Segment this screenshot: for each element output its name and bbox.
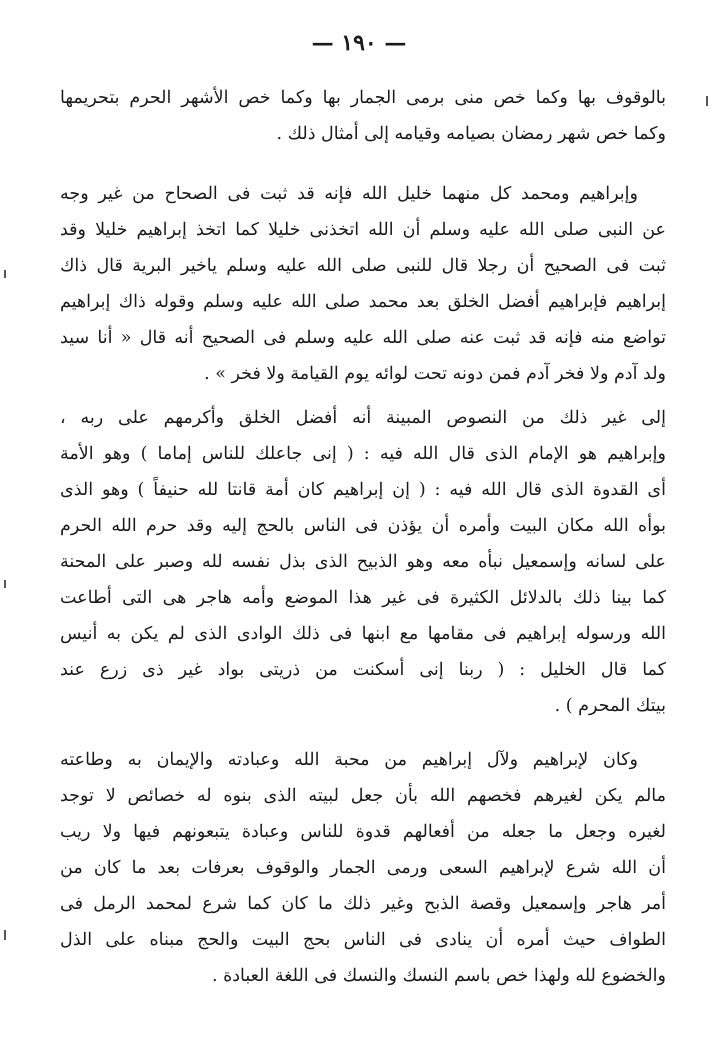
text-line: الطواف حيث أمره أن ينادى فى الناس بحج البيت والحج مبناه على الذل bbox=[60, 930, 666, 950]
text-line: بالوقوف بها وكما خص منى برمى الجمار بها وكما خص الأشهر الحرم بتحريمها bbox=[60, 88, 666, 108]
scan-mark bbox=[4, 930, 6, 940]
text-line: كما قال الخليل : ( ربنا إنى أسكنت من ذريتى بواد غير ذى زرع عند bbox=[60, 660, 666, 680]
text-line: أن الله شرع لإبراهيم السعى ورمى الجمار والوقوف بعرفات بعد ما كان من bbox=[60, 858, 666, 878]
scan-mark bbox=[4, 270, 6, 278]
text-line: وإبراهيم ومحمد كل منهما خليل الله فإنه قد ثبت فى الصحاح من غير وجه bbox=[60, 184, 638, 204]
text-line: على لسانه وإسمعيل نبأه معه وهو الذبيح الذى بذل نفسه لله وصبر على المحنة bbox=[60, 552, 666, 572]
text-line: عن النبى صلى الله عليه وسلم أن الله اتخذنى خليلا كما اتخذ إبراهيم خليلا وقد bbox=[60, 220, 666, 240]
text-line: مالم يكن لغيرهم فخصهم الله بأن جعل لبيته الذى بنوه له خصائص لا توجد bbox=[60, 786, 666, 806]
text-line: إلى غير ذلك من النصوص المبينة أنه أفضل الخلق وأكرمهم على ربه ، bbox=[60, 408, 666, 428]
text-line: وكان لإبراهيم ولآل إبراهيم من محبة الله وعبادته والإيمان به وطاعته bbox=[60, 750, 638, 770]
text-line: أمر هاجر وإسمعيل وقصة الذبح وغير ذلك ما كان كما شرع لمحمد الرمل فى bbox=[60, 894, 666, 914]
paragraph-1 bbox=[60, 80, 666, 152]
page-number: — ١٩٠ — bbox=[311, 30, 407, 56]
text-line: الله ورسوله إبراهيم فى مقامها مع ابنها فى ذلك الوادى الذى لم يكن به أنيس bbox=[60, 624, 666, 644]
text-line: وكما خص شهر رمضان بصيامه وقيامه إلى أمثال ذلك . bbox=[276, 124, 666, 144]
text-line: لغيره وجعل ما جعله من أفعالهم قدوة للناس وعبادة يتبعونهم فيها ولا ريب bbox=[60, 822, 666, 842]
paragraph-4 bbox=[60, 742, 666, 994]
scan-mark bbox=[4, 580, 6, 588]
text-line: تواضع منه فإنه قد ثبت عنه صلى الله عليه وسلم فى الصحيح أنه قال « أنا سيد bbox=[60, 328, 666, 348]
text-line: إبراهيم فإبراهيم أفضل الخلق بعد محمد صلى الله عليه وسلم وقوله ذاك إبراهيم bbox=[60, 292, 666, 312]
text-line: وإبراهيم هو الإمام الذى قال الله فيه : ( إنى جاعلك للناس إماما ) وهو الأمة bbox=[60, 444, 666, 464]
text-line: ولد آدم ولا فخر آدم فمن دونه تحت لوائه يوم القيامة ولا فخر » . bbox=[204, 364, 666, 384]
scan-mark bbox=[706, 96, 708, 106]
text-line: بيتك المحرم ) . bbox=[554, 696, 666, 716]
text-line: ثبت فى الصحيح أن رجلا قال للنبى صلى الله عليه وسلم ياخير البرية قال ذاك bbox=[60, 256, 666, 276]
paragraph-3 bbox=[60, 400, 666, 724]
text-line: بوأه الله مكان البيت وأمره أن يؤذن فى الناس بالحج إليه وقد حرم الله الحرم bbox=[60, 516, 666, 536]
text-line: والخضوع لله ولهذا خص باسم النسك والنسك فى اللغة العبادة . bbox=[211, 966, 666, 986]
text-line: كما بينا ذلك بالدلائل الكثيرة فى غير هذا الموضع وأمه هاجر هى التى أطاعت bbox=[60, 588, 666, 608]
text-line: أى القدوة الذى قال الله فيه : ( إن إبراهيم كان أمة قانتا لله حنيفاً ) وهو الذى bbox=[60, 480, 666, 500]
paragraph-2 bbox=[60, 176, 666, 392]
